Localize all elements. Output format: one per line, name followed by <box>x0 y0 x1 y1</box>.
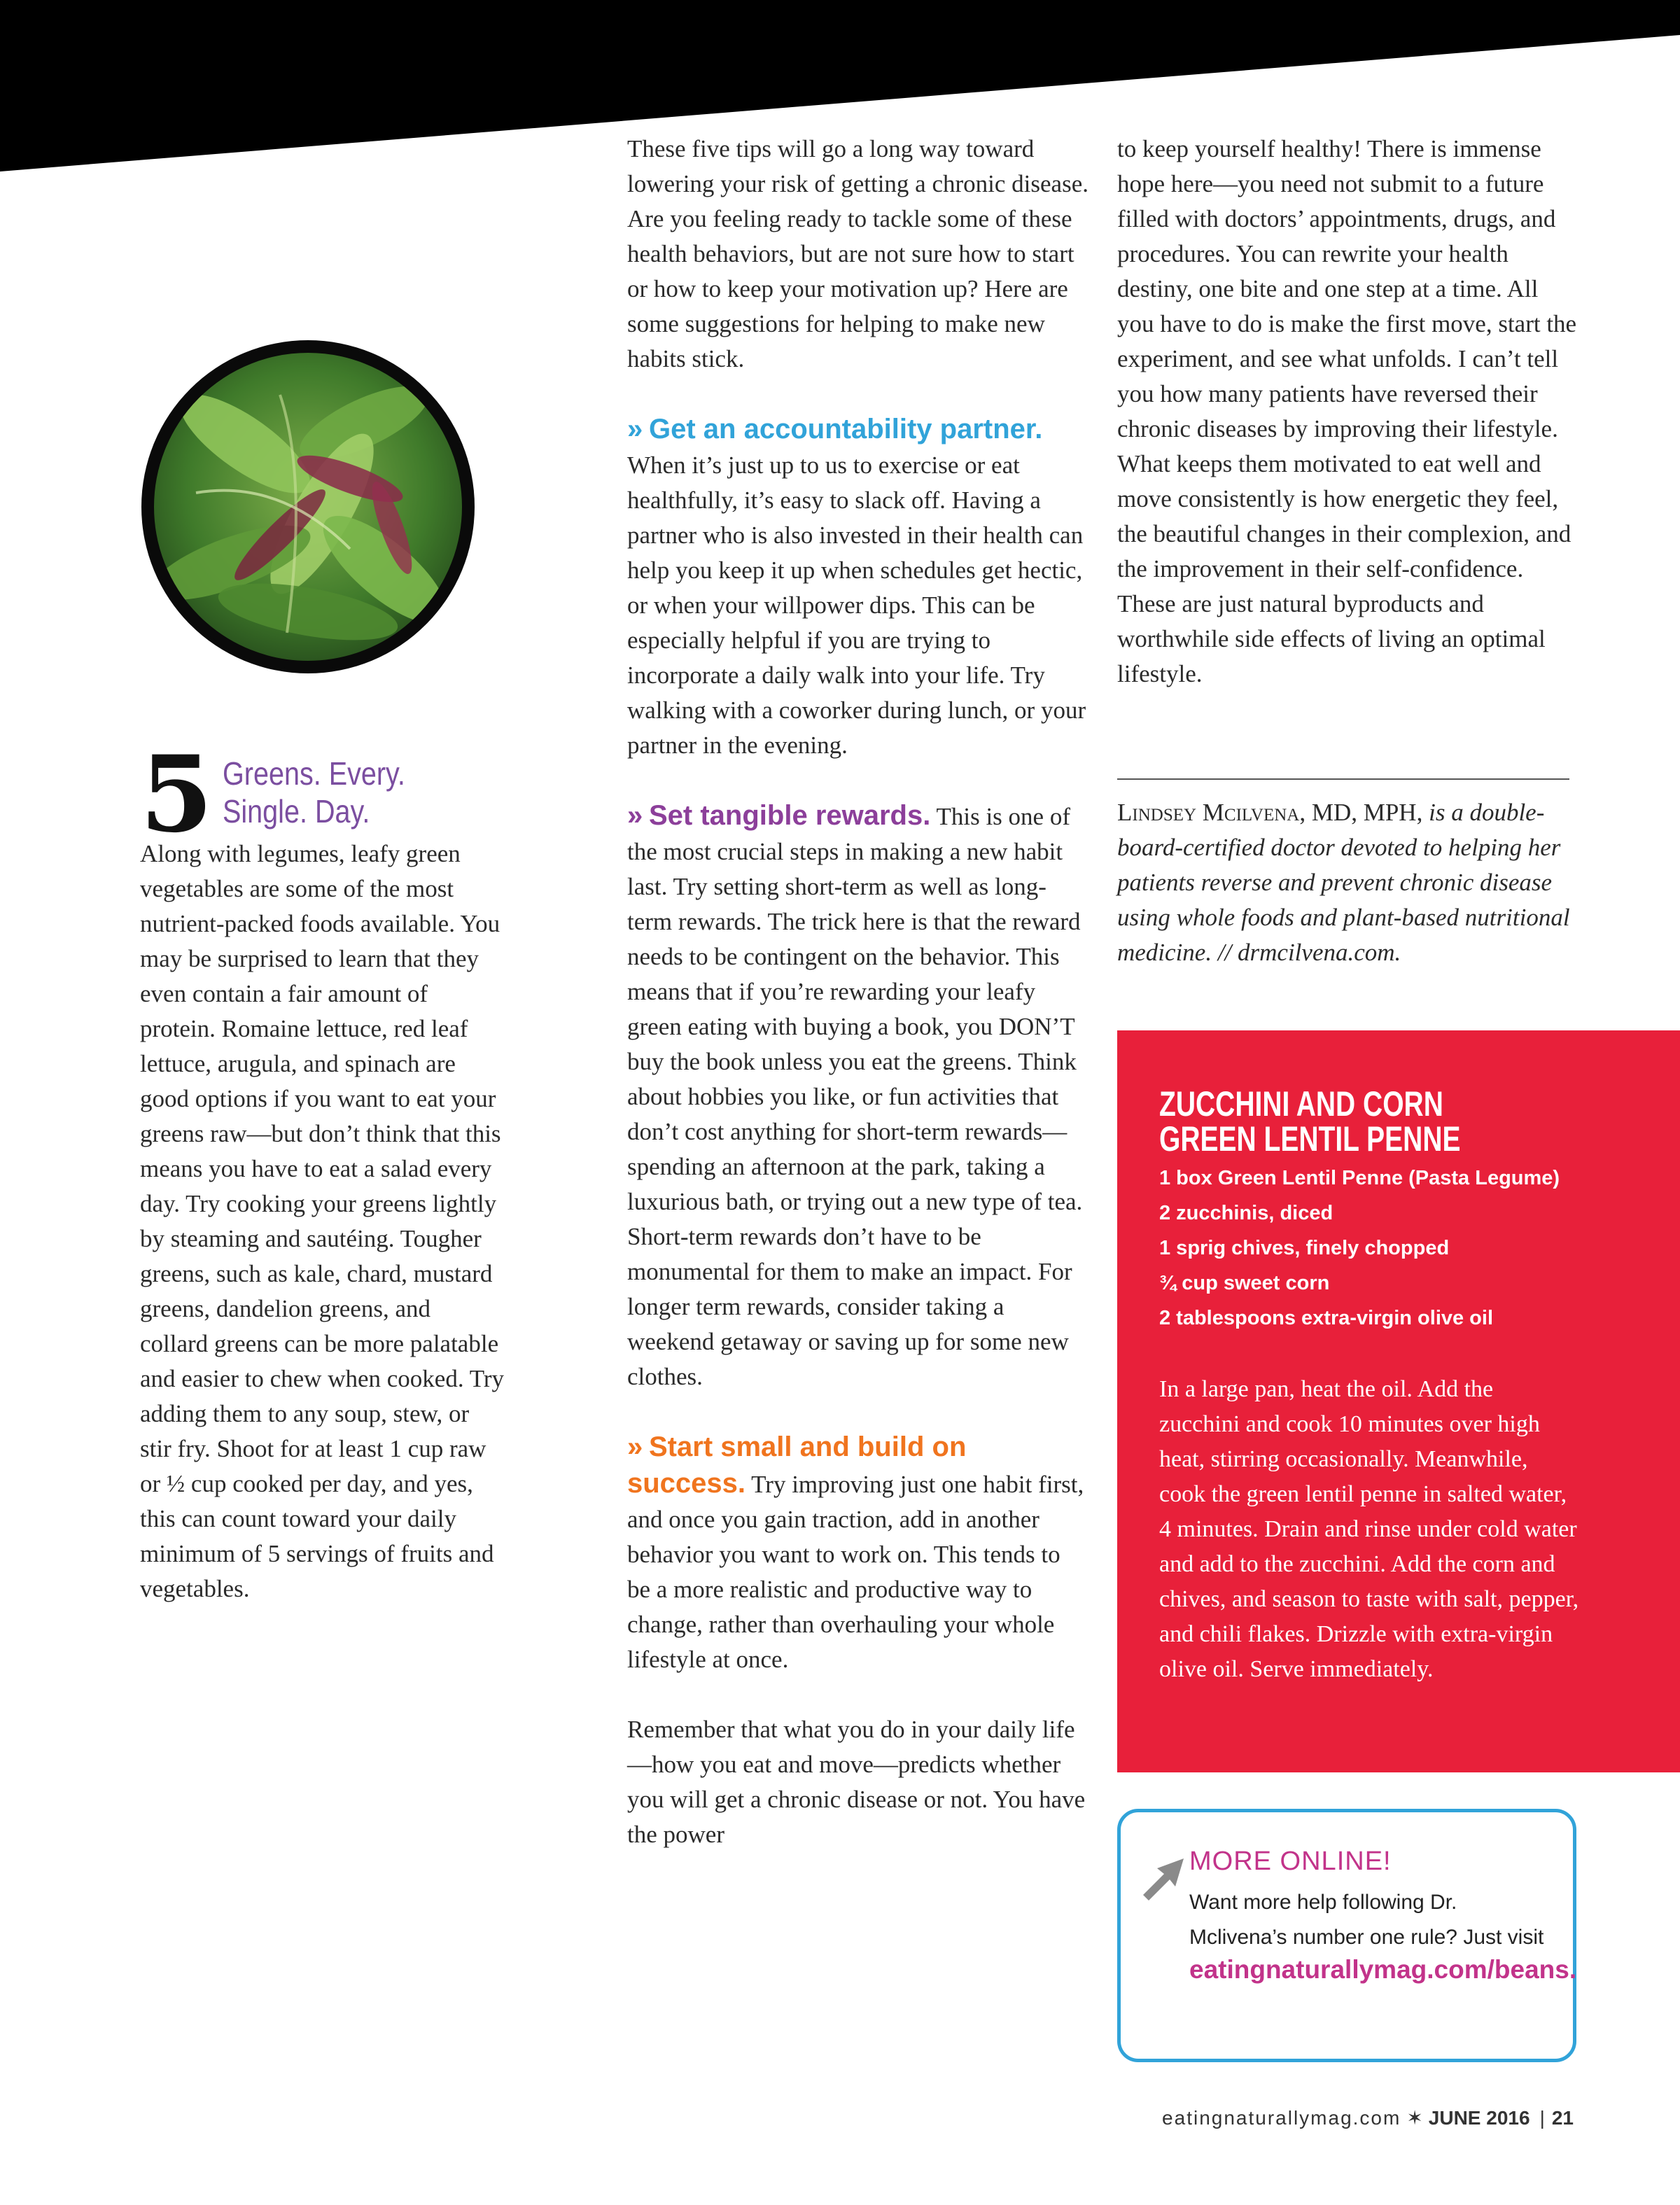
author-credentials: , MD, MPH, <box>1299 799 1423 826</box>
chevron-right-icon: » <box>627 1432 643 1462</box>
column-right <box>1117 132 1579 692</box>
ingredient-item: 1 sprig chives, finely chopped <box>1159 1237 1450 1259</box>
more-online-text: Want more help following Dr. Mclivena’s number one rule? Just visit <box>1189 1891 1544 1949</box>
page-number: 21 <box>1551 2107 1574 2129</box>
author-name: Lindsey Mcilvena <box>1117 799 1300 826</box>
accountability-body: When it’s just up to us to exercise or eat healthfully, it’s easy to slack off. Having a partner who is also invested in their health can help you keep it up when schedules get hectic, or when your willpower dips. This can be especially helpful if you are trying to incorporate a daily walk into your life. Try walking with a coworker during lunch, or your partner in the evening. <box>627 451 1086 759</box>
bio-divider <box>1117 778 1569 780</box>
ingredient-item: ¾ cup sweet corn <box>1159 1272 1330 1294</box>
recipe-box <box>1117 1030 1680 1772</box>
arrow-pointer-icon <box>1136 1851 1192 1907</box>
subheading-start-small: Start small and build on success. <box>627 1432 967 1499</box>
start-small-body: Try improving just one habit first, and once you gain traction, add in another behavior you want to work on. This tends to be a more realistic and productive way to change, rather than overhauling your whole lifestyle at once. <box>627 1471 1084 1673</box>
section-accountability <box>627 412 1089 763</box>
author-bio <box>1117 795 1579 970</box>
footer-site: eatingnaturallymag.com <box>1162 2107 1401 2129</box>
column-left <box>140 836 504 1606</box>
column-middle <box>627 132 1089 1852</box>
ingredient-item: 1 box Green Lentil Penne (Pasta Legume) <box>1159 1167 1560 1189</box>
ingredient-item: 2 zucchinis, diced <box>1159 1202 1334 1224</box>
rewards-body: This is one of the most crucial steps in making a new habit last. Try setting short-term as well as long-term rewards. The trick here is that the reward needs to be contingent on the behavior. This means that if you’re rewarding your leafy green eating with buying a book, you DON’T buy the book unless you eat the greens. Think about hobbies you like, or fun activities that don’t cost anything for short-term rewards—spending an afternoon at the park, taking a luxurious bath, or trying out a new type of tea. Short-term rewards don’t have to be monumental for them to make an impact. For longer term rewards, consider taking a weekend getaway or saving up for some new clothes. <box>627 803 1083 1390</box>
tip-body: Along with legumes, leafy green vegetables are some of the most nutrient-packed foods available. You may be surprised to learn that they even contain a fair amount of protein. Romaine lettuce, red leaf lettuce, arugula, and spinach are good options if you want to eat your greens raw—but don’t think that this means you have to eat a salad every day. Try cooking your greens lightly by steaming and sautéing. Tougher greens, such as kale, chard, mustard greens, dandelion greens, and collard greens can be more palatable and easier to chew when cooked. Try adding them to any soup, stew, or stir fry. Shoot for at least 1 cup raw or ½ cup cooked per day, and yes, this can count toward your daily minimum of 5 servings of fruits and vegetables. <box>140 840 505 1602</box>
tip-number: 5 <box>140 733 214 856</box>
more-online-title: MORE ONLINE! <box>1189 1847 1392 1876</box>
closing-paragraph-start: Remember that what you do in your daily life—how you eat and move—predicts whether you will get a chronic disease or not. You have the power <box>627 1716 1086 1848</box>
recipe-ingredients <box>1159 1161 1663 1336</box>
author-description: is a double-board-certified doctor devoted to helping her patients reverse and prevent chronic disease using whole foods and plant-based nutritional medicine. // drmcilvena.com. <box>1117 799 1570 966</box>
page-footer <box>1162 2104 1574 2132</box>
subheading-accountability: Get an accountability partner. <box>649 414 1043 444</box>
recipe-title: ZUCCHINI AND CORN GREEN LENTIL PENNE <box>1159 1084 1461 1158</box>
more-online-link[interactable]: eatingnaturallymag.com/beans. <box>1189 1955 1577 1984</box>
star-icon: ✶ <box>1406 2107 1423 2129</box>
recipe-method: In a large pan, heat the oil. Add the zucchini and cook 10 minutes over high heat, stirring occasionally. Meanwhile, cook the green lentil penne in salted water, 4 minutes. Drain and rinse under cold water and add to the zucchini. Add the corn and chives, and season to taste with salt, pepper, and chili flakes. Drizzle with extra-virgin olive oil. Serve immediately. <box>1159 1376 1579 1682</box>
tip-heading: Greens. Every. Single. Day. <box>223 755 405 830</box>
more-online-box <box>1117 1809 1576 2062</box>
salad-greens-photo <box>140 339 476 675</box>
chevron-right-icon: » <box>627 414 643 444</box>
ingredient-item: 2 tablespoons extra-virgin olive oil <box>1159 1307 1494 1329</box>
chevron-right-icon: » <box>627 800 643 831</box>
footer-separator: | <box>1539 2107 1545 2129</box>
article-intro: These five tips will go a long way toward lowering your risk of getting a chronic disease. Are you feeling ready to tackle some of these health behaviors, but are not sure how to start or how to keep your motivation up? Here are some suggestions for helping to make new habits stick. <box>627 135 1088 372</box>
section-rewards <box>627 798 1089 1394</box>
section-start-small <box>627 1429 1089 1677</box>
footer-date: JUNE 2016 <box>1428 2107 1530 2129</box>
subheading-rewards: Set tangible rewards. <box>649 800 931 831</box>
closing-paragraph-end: to keep yourself healthy! There is immense hope here—you need not submit to a future filled with doctors’ appointments, drugs, and procedures. You can rewrite your health destiny, one bite and one step at a time. All you have to do is make the first move, start the experiment, and see what unfolds. I can’t tell you how many patients have reversed their chronic diseases by improving their lifestyle. What keeps them motivated to eat well and move consistently is how energetic they feel, the beautiful changes in their complexion, and the improvement in their self-confidence. These are just natural byproducts and worthwhile side effects of living an optimal lifestyle. <box>1117 135 1577 687</box>
